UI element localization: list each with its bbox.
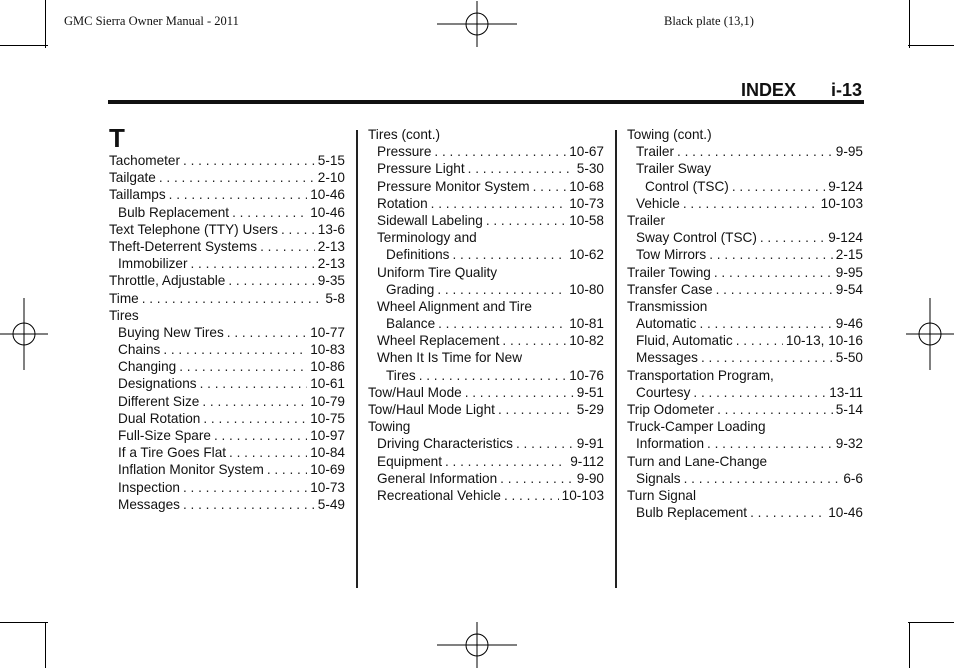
index-entry xyxy=(627,315,863,332)
index-entry xyxy=(368,487,604,504)
index-entry xyxy=(368,246,604,263)
entry-page-ref: 5-29 xyxy=(576,402,604,417)
entry-term: Wheel Replacement xyxy=(377,333,500,349)
manual-title: GMC Sierra Owner Manual - 2011 xyxy=(64,14,239,28)
entry-term: Messages xyxy=(636,350,698,366)
entry-page-ref: 9-95 xyxy=(835,264,863,280)
dot-leader xyxy=(716,281,833,298)
dot-leader xyxy=(434,143,566,160)
entry-term: Tow/Haul Mode xyxy=(368,384,462,400)
dot-leader xyxy=(707,435,833,452)
index-entry xyxy=(368,212,604,229)
entry-term: If a Tire Goes Flat xyxy=(118,445,227,461)
index-entry xyxy=(109,461,345,478)
index-entry xyxy=(627,453,863,470)
entry-page-ref: 2-13 xyxy=(317,256,345,272)
entry-term: Dual Rotation xyxy=(118,410,201,426)
entry-term: Tachometer xyxy=(109,153,181,168)
entry-page-ref: 5-50 xyxy=(835,350,863,366)
entry-page-ref: 9-112 xyxy=(570,453,604,469)
entry-page-ref: 10-86 xyxy=(310,359,345,375)
index-entry xyxy=(627,281,863,298)
index-entry xyxy=(368,143,604,160)
dot-leader xyxy=(533,178,567,195)
dot-leader xyxy=(677,143,833,160)
index-entry xyxy=(368,264,604,281)
entry-page-ref: 10-79 xyxy=(310,393,345,409)
entry-term: Balance xyxy=(386,316,436,332)
entry-term: Tow Mirrors xyxy=(636,247,707,263)
entry-page-ref: 10-46 xyxy=(310,204,345,220)
dot-leader xyxy=(693,384,826,401)
dot-leader xyxy=(214,427,307,444)
index-entry xyxy=(627,418,863,435)
dot-leader xyxy=(267,461,307,478)
dot-leader xyxy=(437,281,566,298)
entry-page-ref: 5-30 xyxy=(576,161,604,177)
dot-leader xyxy=(760,229,825,246)
dot-leader xyxy=(200,375,308,392)
entry-term: When It Is Time for New xyxy=(377,350,523,366)
dot-leader xyxy=(500,470,574,487)
dot-leader xyxy=(163,341,307,358)
dot-leader xyxy=(714,264,833,281)
index-entry xyxy=(368,315,604,332)
entry-term: Fluid, Automatic xyxy=(636,333,733,349)
index-entry xyxy=(368,178,604,195)
entry-page-ref: 5-14 xyxy=(835,402,863,417)
dot-leader xyxy=(169,186,308,203)
entry-page-ref: 6-6 xyxy=(843,470,863,486)
section-letter: T xyxy=(109,123,125,153)
entry-page-ref: 9-124 xyxy=(828,178,863,194)
dot-leader xyxy=(699,315,832,332)
entry-term: Terminology and xyxy=(377,230,477,246)
page-number: i-13 xyxy=(830,80,862,100)
index-entry xyxy=(109,186,345,203)
dot-leader xyxy=(750,504,825,521)
index-heading xyxy=(741,80,862,101)
index-entry xyxy=(368,195,604,212)
entry-page-ref: 10-75 xyxy=(310,410,345,426)
entry-page-ref: 10-58 xyxy=(569,212,604,228)
index-entry xyxy=(368,453,604,470)
dot-leader xyxy=(465,384,574,401)
entry-page-ref: 9-95 xyxy=(835,144,863,160)
index-entry xyxy=(368,384,604,401)
dot-leader xyxy=(183,479,307,496)
index-entry xyxy=(627,401,863,418)
index-entry xyxy=(368,349,604,366)
crop-mark xyxy=(908,622,954,623)
entry-term: Turn and Lane-Change xyxy=(627,453,768,469)
entry-term: Trailer Sway xyxy=(636,161,712,177)
index-entry xyxy=(627,435,863,452)
entry-term: Courtesy xyxy=(636,384,691,400)
entry-term: Changing xyxy=(118,359,177,375)
index-entry xyxy=(627,143,863,160)
entry-term: Sway Control (TSC) xyxy=(636,230,757,246)
index-entry xyxy=(627,212,863,229)
entry-term: Pressure Light xyxy=(377,161,465,177)
entry-page-ref: 13-11 xyxy=(829,384,863,400)
crop-mark xyxy=(45,622,46,668)
entry-term: Designations xyxy=(118,376,197,392)
index-entry xyxy=(368,470,604,487)
dot-leader xyxy=(701,349,833,366)
entry-page-ref: 9-91 xyxy=(576,436,604,452)
entry-term: Towing xyxy=(368,419,411,435)
index-entry xyxy=(109,393,345,410)
entry-term: Bulb Replacement xyxy=(636,505,748,521)
header-rule xyxy=(108,100,864,104)
entry-term: Buying New Tires xyxy=(118,324,224,340)
entry-page-ref: 5-8 xyxy=(325,290,345,306)
entry-term: Sidewall Labeling xyxy=(377,212,483,228)
entry-term: Pressure Monitor System xyxy=(377,178,530,194)
index-entry xyxy=(109,496,345,513)
dot-leader xyxy=(183,152,315,169)
dot-leader xyxy=(468,160,574,177)
entry-page-ref: 10-76 xyxy=(569,367,604,383)
index-entry xyxy=(368,160,604,177)
index-entry xyxy=(109,307,345,324)
entry-term: Transportation Program, xyxy=(627,367,774,383)
index-entry xyxy=(368,401,604,418)
index-entry xyxy=(368,126,604,143)
entry-page-ref: 10-82 xyxy=(569,333,604,349)
entry-term: Transfer Case xyxy=(627,281,713,297)
crop-mark xyxy=(45,0,46,48)
entry-page-ref: 10-13, 10-16 xyxy=(785,333,863,349)
index-entry xyxy=(627,349,863,366)
dot-leader xyxy=(486,212,566,229)
entry-term: Transmission xyxy=(627,298,708,314)
index-entry xyxy=(627,264,863,281)
index-entry xyxy=(627,246,863,263)
entry-term: Uniform Tire Quality xyxy=(377,264,498,280)
entry-term: General Information xyxy=(377,470,498,486)
dot-leader xyxy=(203,410,307,427)
index-entry xyxy=(627,195,863,212)
index-entry xyxy=(627,298,863,315)
entry-page-ref: 5-49 xyxy=(317,496,345,512)
registration-mark-icon xyxy=(437,622,517,668)
entry-page-ref: 10-67 xyxy=(569,144,604,160)
dot-leader xyxy=(431,195,567,212)
entry-page-ref: 10-46 xyxy=(310,187,345,203)
entry-page-ref: 10-62 xyxy=(569,247,604,263)
index-entry xyxy=(627,229,863,246)
dot-leader xyxy=(232,204,307,221)
dot-leader xyxy=(504,487,559,504)
dot-leader xyxy=(227,324,307,341)
index-entry xyxy=(109,427,345,444)
dot-leader xyxy=(452,246,566,263)
dot-leader xyxy=(159,169,315,186)
dot-leader xyxy=(445,453,567,470)
entry-term: Turn Signal xyxy=(627,487,697,503)
entry-term: Theft-Deterrent Systems xyxy=(109,238,258,254)
entry-term: Different Size xyxy=(118,393,200,409)
dot-leader xyxy=(709,246,833,263)
entry-term: Immobilizer xyxy=(118,256,188,272)
index-entry xyxy=(109,169,345,186)
entry-term: Vehicle xyxy=(636,195,680,211)
dot-leader xyxy=(736,332,783,349)
dot-leader xyxy=(516,435,574,452)
entry-term: Bulb Replacement xyxy=(118,204,230,220)
column-divider xyxy=(615,130,617,588)
registration-mark-icon xyxy=(437,1,517,49)
entry-page-ref: 10-83 xyxy=(310,342,345,358)
index-entry xyxy=(368,229,604,246)
index-entry xyxy=(627,332,863,349)
index-entry xyxy=(109,272,345,289)
entry-term: Tow/Haul Mode Light xyxy=(368,402,495,417)
dot-leader xyxy=(191,255,315,272)
index-entry xyxy=(627,126,863,143)
index-entry xyxy=(627,178,863,195)
entry-page-ref: 10-73 xyxy=(310,479,345,495)
entry-term: Inspection xyxy=(118,479,180,495)
crop-mark xyxy=(909,622,910,668)
entry-term: Inflation Monitor System xyxy=(118,462,264,478)
entry-term: Signals xyxy=(636,470,681,486)
dot-leader xyxy=(684,470,841,487)
entry-page-ref: 9-32 xyxy=(835,436,863,452)
section-title: INDEX xyxy=(740,80,796,100)
entry-page-ref: 10-84 xyxy=(310,445,345,461)
entry-term: Information xyxy=(636,436,705,452)
entry-term: Recreational Vehicle xyxy=(377,487,501,503)
dot-leader xyxy=(732,178,825,195)
entry-page-ref: 5-15 xyxy=(317,153,345,168)
index-entry xyxy=(109,204,345,221)
entry-page-ref: 2-10 xyxy=(317,170,345,186)
index-entry xyxy=(368,418,604,435)
dot-leader xyxy=(438,315,566,332)
entry-page-ref: 9-124 xyxy=(828,230,863,246)
dot-leader xyxy=(229,444,307,461)
entry-term: Tires xyxy=(109,307,139,323)
plate-label: Black plate (13,1) xyxy=(664,14,754,28)
dot-leader xyxy=(281,221,315,238)
entry-term: Taillamps xyxy=(109,187,166,203)
entry-term: Pressure xyxy=(377,144,432,160)
dot-leader xyxy=(498,401,574,418)
entry-page-ref: 2-13 xyxy=(317,238,345,254)
entry-page-ref: 9-46 xyxy=(835,316,863,332)
entry-page-ref: 10-68 xyxy=(569,178,604,194)
registration-mark-icon xyxy=(906,298,954,370)
crop-mark xyxy=(0,622,48,623)
entry-page-ref: 9-51 xyxy=(576,384,604,400)
entry-term: Control (TSC) xyxy=(645,178,729,194)
index-entry xyxy=(109,444,345,461)
column-divider xyxy=(356,130,358,588)
entry-page-ref: 2-15 xyxy=(835,247,863,263)
entry-term: Truck-Camper Loading xyxy=(627,419,766,435)
index-entry xyxy=(368,281,604,298)
crop-mark xyxy=(909,0,910,48)
entry-term: Trailer Towing xyxy=(627,264,711,280)
index-column-3 xyxy=(627,126,863,521)
entry-page-ref: 9-54 xyxy=(835,281,863,297)
entry-term: Trailer xyxy=(636,144,675,160)
entry-term: Equipment xyxy=(377,453,442,469)
entry-page-ref: 10-61 xyxy=(310,376,345,392)
dot-leader xyxy=(502,332,566,349)
entry-term: Tires (cont.) xyxy=(368,127,441,142)
entry-term: Time xyxy=(109,290,139,306)
entry-page-ref: 10-73 xyxy=(569,195,604,211)
index-entry xyxy=(368,367,604,384)
entry-page-ref: 10-77 xyxy=(310,324,345,340)
entry-term: Grading xyxy=(386,281,435,297)
entry-page-ref: 10-80 xyxy=(569,281,604,297)
index-entry xyxy=(627,367,863,384)
index-entry xyxy=(627,384,863,401)
entry-page-ref: 9-90 xyxy=(576,470,604,486)
dot-leader xyxy=(142,290,323,307)
entry-term: Text Telephone (TTY) Users xyxy=(109,221,278,237)
index-entry xyxy=(368,298,604,315)
entry-page-ref: 10-97 xyxy=(310,428,345,443)
index-column-1 xyxy=(0,123,345,513)
entry-page-ref: 13-6 xyxy=(317,221,345,237)
index-entry xyxy=(627,470,863,487)
index-entry xyxy=(627,160,863,177)
dot-leader xyxy=(717,401,833,418)
index-entry xyxy=(368,332,604,349)
entry-term: Full-Size Spare xyxy=(118,428,211,443)
entry-term: Trailer xyxy=(627,212,666,228)
entry-term: Rotation xyxy=(377,195,428,211)
dot-leader xyxy=(179,358,307,375)
index-entry xyxy=(368,435,604,452)
entry-page-ref: 10-81 xyxy=(569,316,604,332)
index-entry xyxy=(109,221,345,238)
index-entry xyxy=(109,358,345,375)
dot-leader xyxy=(260,238,315,255)
index-entry xyxy=(109,238,345,255)
entry-term: Tires xyxy=(386,367,416,383)
entry-term: Tailgate xyxy=(109,170,156,186)
entry-term: Messages xyxy=(118,496,180,512)
dot-leader xyxy=(683,195,818,212)
entry-term: Driving Characteristics xyxy=(377,436,513,452)
entry-page-ref: 9-35 xyxy=(317,273,345,289)
dot-leader xyxy=(183,496,315,513)
index-entry xyxy=(109,324,345,341)
index-entry xyxy=(109,479,345,496)
entry-term: Definitions xyxy=(386,247,450,263)
index-entry xyxy=(627,504,863,521)
entry-page-ref: 10-103 xyxy=(561,487,604,503)
entry-term: Throttle, Adjustable xyxy=(109,273,226,289)
entry-page-ref: 10-69 xyxy=(310,462,345,478)
index-entry xyxy=(627,487,863,504)
entry-term: Automatic xyxy=(636,316,697,332)
entry-page-ref: 10-46 xyxy=(828,505,863,521)
index-column-2 xyxy=(368,126,604,504)
entry-term: Chains xyxy=(118,342,161,358)
crop-mark xyxy=(908,45,954,46)
index-entry xyxy=(109,375,345,392)
entry-term: Wheel Alignment and Tire xyxy=(377,298,532,314)
crop-mark xyxy=(0,45,48,46)
index-entry xyxy=(109,152,345,169)
index-entry xyxy=(109,255,345,272)
dot-leader xyxy=(202,393,307,410)
index-entry xyxy=(109,341,345,358)
dot-leader xyxy=(228,272,314,289)
index-entry xyxy=(109,410,345,427)
entry-term: Trip Odometer xyxy=(627,402,715,417)
dot-leader xyxy=(419,367,567,384)
entry-page-ref: 10-103 xyxy=(820,195,863,211)
index-entry xyxy=(109,290,345,307)
entry-term: Towing (cont.) xyxy=(627,127,712,142)
